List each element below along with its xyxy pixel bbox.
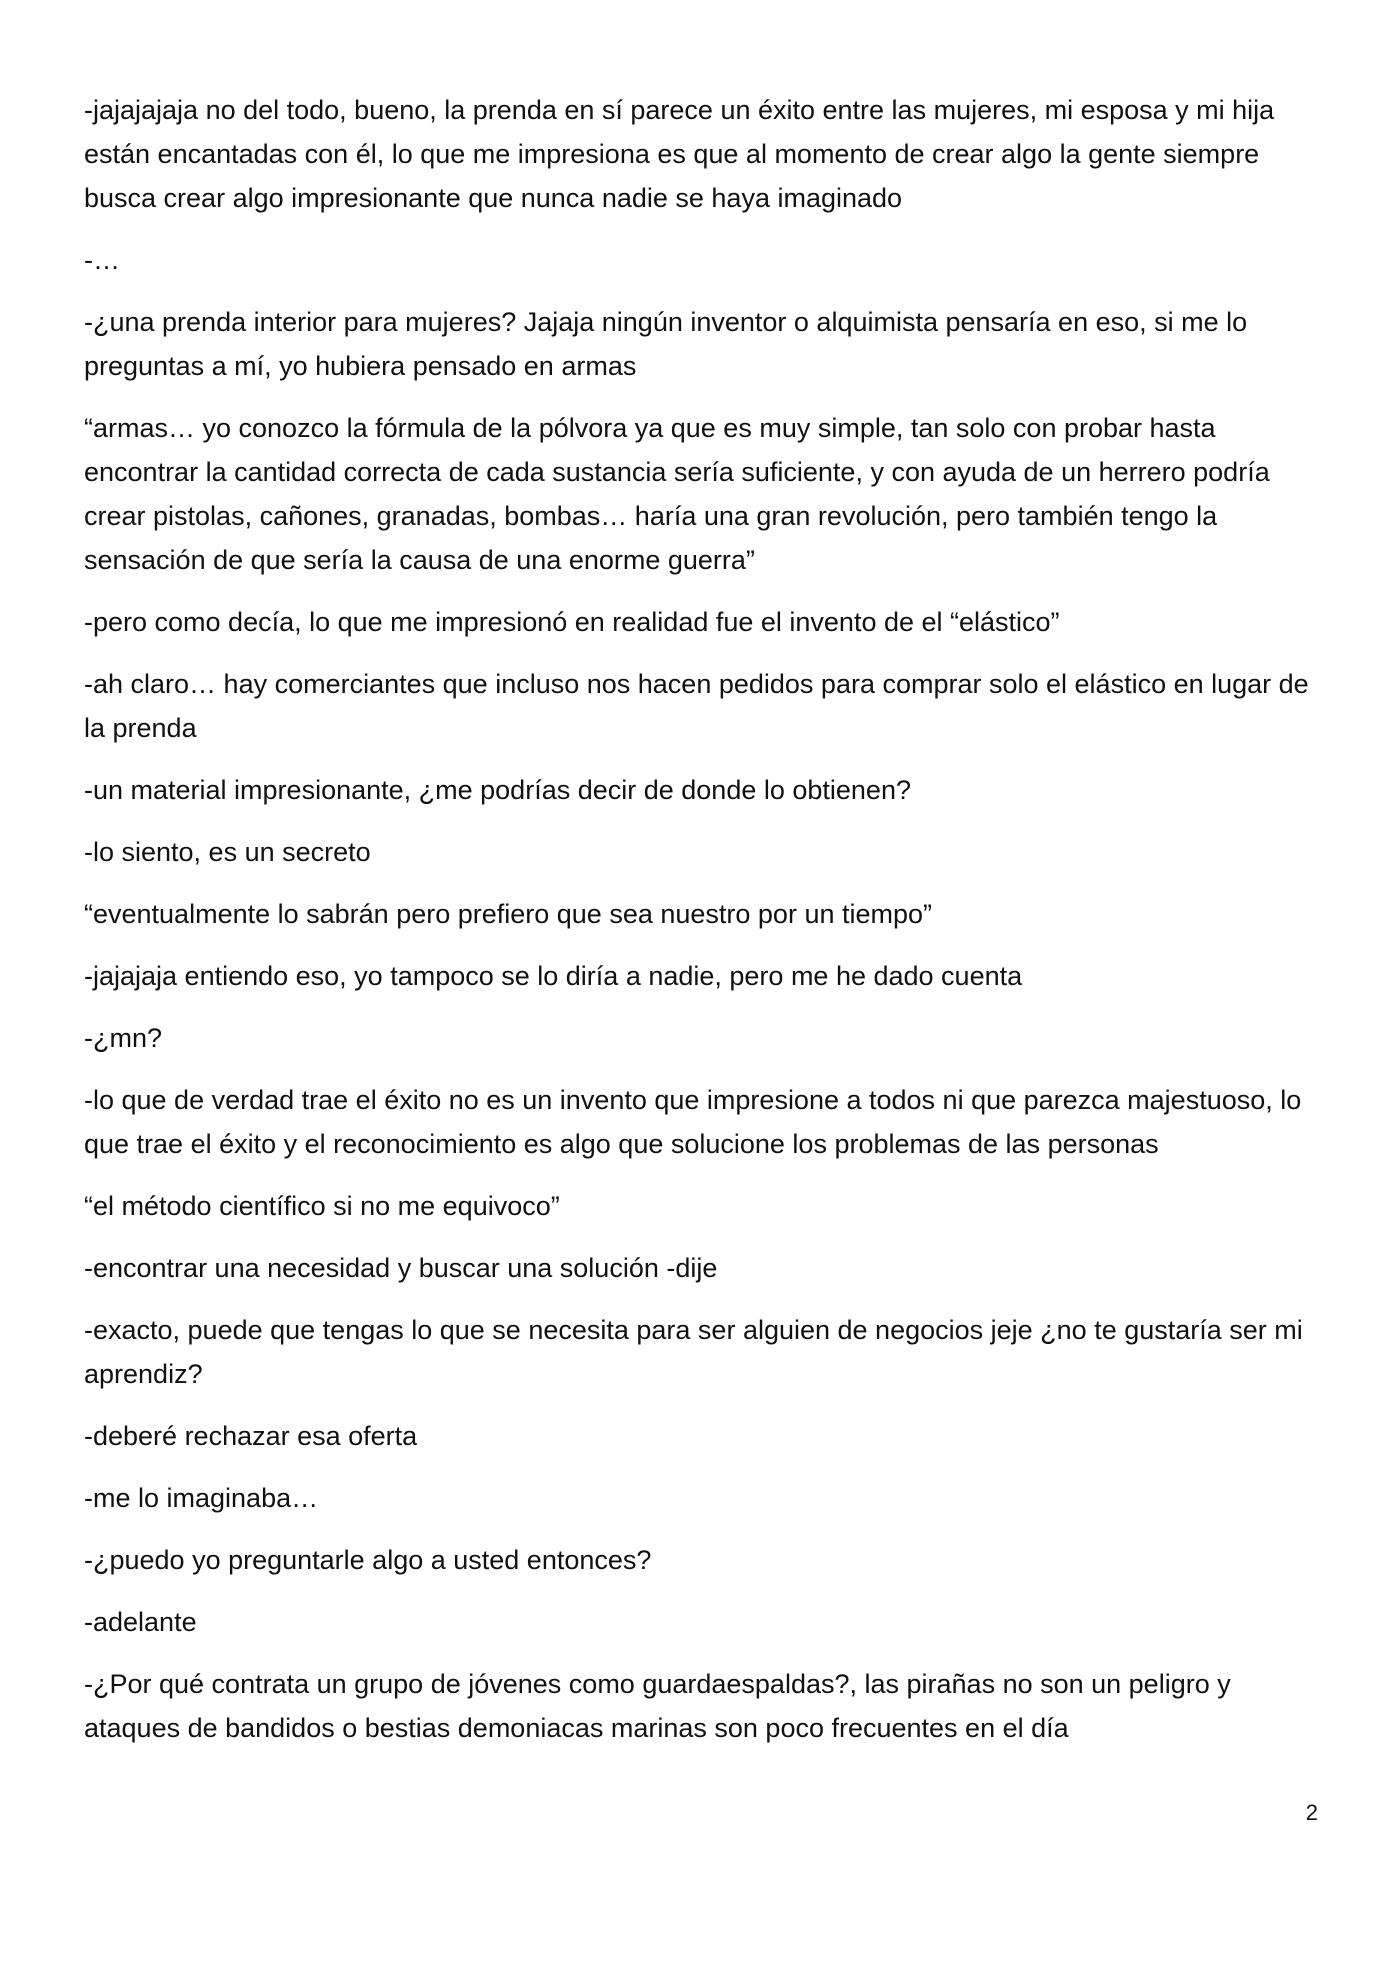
paragraph-16: -deberé rechazar esa oferta xyxy=(84,1421,418,1451)
paragraph-2: -… xyxy=(84,245,120,275)
page-number: 2 xyxy=(1305,1800,1318,1825)
paragraph-18: -¿puedo yo preguntarle algo a usted entonces? xyxy=(84,1545,652,1575)
paragraph-11: -¿mn? xyxy=(84,1023,163,1053)
paragraph-8: -lo siento, es un secreto xyxy=(84,837,371,867)
paragraph-20: -¿Por qué contrata un grupo de jóvenes como guardaespaldas?, las pirañas no son un peligro y ataques de bandidos o bestias demoniacas marinas son poco frecuentes en el día xyxy=(84,1669,1231,1743)
paragraph-15: -exacto, puede que tengas lo que se necesita para ser alguien de negocios jeje ¿no te gustaría ser mi aprendiz? xyxy=(84,1315,1303,1389)
paragraph-9: “eventualmente lo sabrán pero prefiero que sea nuestro por un tiempo” xyxy=(84,899,933,929)
paragraph-17: -me lo imaginaba… xyxy=(84,1483,319,1513)
paragraph-1: -jajajajaja no del todo, bueno, la prenda en sí parece un éxito entre las mujeres, mi esposa y mi hija están encantadas con él, lo que me impresiona es que al momento de crear algo la gente siempre busca crear algo impresionante que nunca nadie se haya imaginado xyxy=(84,95,1275,213)
paragraph-5: -pero como decía, lo que me impresionó en realidad fue el invento de el “elástico” xyxy=(84,607,1060,637)
paragraph-12: -lo que de verdad trae el éxito no es un invento que impresione a todos ni que parezca majestuoso, lo que trae el éxito y el reconocimiento es algo que solucione los problemas de las personas xyxy=(84,1085,1302,1159)
paragraph-10: -jajajaja entiendo eso, yo tampoco se lo diría a nadie, pero me he dado cuenta xyxy=(84,961,1023,991)
paragraph-14: -encontrar una necesidad y buscar una solución -dije xyxy=(84,1253,718,1283)
paragraph-13: “el método científico si no me equivoco” xyxy=(84,1191,560,1221)
paragraph-7: -un material impresionante, ¿me podrías decir de donde lo obtienen? xyxy=(84,775,911,805)
paragraph-6: -ah claro… hay comerciantes que incluso nos hacen pedidos para comprar solo el elástico en lugar de la prenda xyxy=(84,669,1309,743)
paragraph-4: “armas… yo conozco la fórmula de la pólvora ya que es muy simple, tan solo con probar hasta encontrar la cantidad correcta de cada sustancia sería suficiente, y con ayuda de un herrero podría crear pistolas, cañones, granadas, bombas… haría una gran revolución, pero también tengo la sensación de que sería la causa de una enorme guerra” xyxy=(84,413,1270,575)
page-body xyxy=(84,88,1329,1768)
paragraph-3: -¿una prenda interior para mujeres? Jajaja ningún inventor o alquimista pensaría en eso, si me lo preguntas a mí, yo hubiera pensado en armas xyxy=(84,307,1248,381)
paragraph-19: -adelante xyxy=(84,1607,197,1637)
